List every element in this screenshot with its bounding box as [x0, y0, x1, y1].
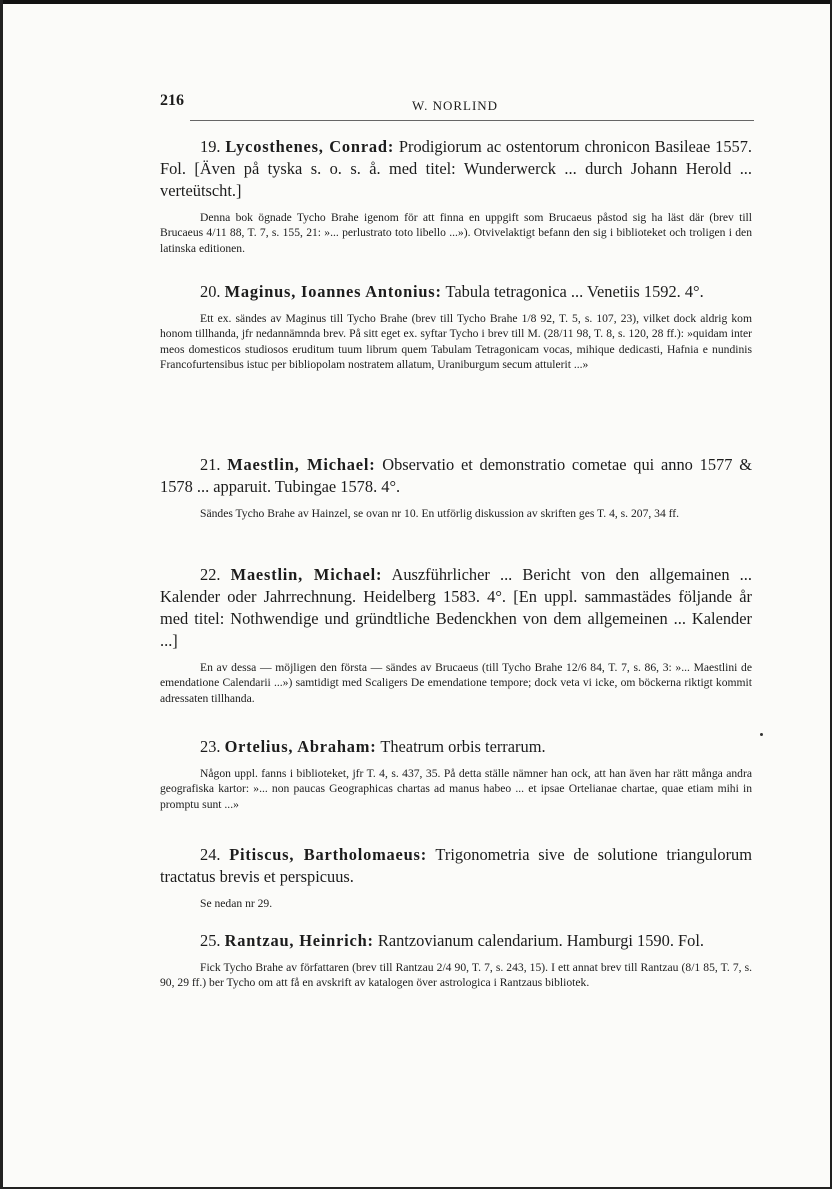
- entry-title: [160, 454, 752, 498]
- entry-author: Lycosthenes, Conrad:: [225, 137, 395, 156]
- entry-title: [160, 281, 752, 303]
- entry-title: [160, 844, 752, 888]
- entry-note: Ett ex. sändes av Maginus till Tycho Brahe (brev till Tycho Brahe 1/8 92, T. 5, s. 107, 23), vilket dock aldrig kom honom tillhanda, jfr nedannämnda brev. På sitt eget ex. syftar Tycho i brev till M. (28/11 98, T. 8, s. 120, 28 ff.): »quidam inter meos domesticos studiosos eruditum tuum librum quem Tabulam Tetragonicam vocas, mihique dedicasti, Hafnia e nundinis Francofurtensibus istuc per bibliopolam nostratem allatum, Uraniburgum secum attulerit ...»: [160, 312, 752, 372]
- page-header: [160, 92, 750, 118]
- bibliography-entry-25: [160, 930, 752, 991]
- entry-number: 20.: [200, 282, 221, 301]
- scan-border-top: [0, 0, 832, 4]
- bibliography-entry-24: [160, 844, 752, 911]
- entry-note: En av dessa — möjligen den första — sändes av Brucaeus (till Tycho Brahe 12/6 84, T. 7, s. 86, 3: »... Maestlini de emendatione Calendarii ...») samtidigt med Scaligers De emendatione tempore; dock veta vi icke, om böckerna riktigt kommit adressaten tillhanda.: [160, 661, 752, 705]
- bibliography-entry-21: [160, 454, 752, 521]
- entry-title: [160, 736, 752, 758]
- entry-title-text: Observatio et demonstratio cometae qui anno 1577 & 1578 ... apparuit. Tubingae 1578. 4°.: [160, 455, 752, 496]
- entry-author: Pitiscus, Bartholomaeus:: [229, 845, 427, 864]
- bibliography-entry-22: [160, 564, 752, 706]
- entry-title: [160, 930, 752, 952]
- page: [160, 92, 753, 990]
- entry-author: Maestlin, Michael:: [227, 455, 376, 474]
- entry-author: Maginus, Ioannes Antonius:: [224, 282, 442, 301]
- page-number: 216: [160, 92, 184, 109]
- entry-title-text: Rantzovianum calendarium. Hamburgi 1590. Fol.: [377, 931, 704, 950]
- entry-number: 21.: [200, 455, 221, 474]
- scan-speck: [760, 733, 763, 736]
- entry-title: [160, 564, 752, 652]
- entry-number: 25.: [200, 931, 221, 950]
- entry-author: Rantzau, Heinrich:: [224, 931, 374, 950]
- entry-author: Ortelius, Abraham:: [224, 737, 377, 756]
- scan-border-left: [0, 0, 3, 1189]
- bibliography-entry-23: [160, 736, 752, 812]
- entry-note: Sändes Tycho Brahe av Hainzel, se ovan nr 10. En utförlig diskussion av skriften ges T. 4, s. 207, 34 ff.: [200, 507, 680, 520]
- entry-note: Denna bok ögnade Tycho Brahe igenom för att finna en uppgift som Brucaeus påstod sig ha läst där (brev till Brucaeus 4/11 88, T. 7, s. 155, 21: »... perlustrato toto libello ...»). Otvivelaktigt befann den sig i biblioteket och troligen i den latinska editionen.: [160, 211, 752, 255]
- bibliography-entry-19: [160, 136, 752, 256]
- entry-title-text: Trigonometria sive de solutione triangulorum tractatus brevis et perspicuus.: [160, 845, 752, 886]
- entry-title-text: Theatrum orbis terrarum.: [380, 737, 546, 756]
- entry-number: 22.: [200, 565, 221, 584]
- entry-title-text: Prodigiorum ac ostentorum chronicon Basileae 1557. Fol. [Även på tyska s. o. s. å. med titel: Wunderwerck ... durch Johann Herold ... verteütscht.]: [160, 137, 753, 200]
- entry-author: Maestlin, Michael:: [230, 565, 383, 584]
- entry-note: Se nedan nr 29.: [200, 897, 273, 910]
- entry-number: 19.: [200, 137, 221, 156]
- entry-title-text: Auszführlicher ... Bericht von den allgemainen ... Kalender oder Jahrrechnung. Heidelberg 1583. 4°. [En uppl. sammastädes följande år med titel: Nothwendige und gründtliche Bedenckhen von dem allgemeinen ... Kalender ...]: [160, 565, 752, 650]
- bibliography-entry-20: [160, 281, 752, 373]
- entry-title: [160, 136, 752, 202]
- entry-number: 23.: [200, 737, 221, 756]
- header-rule: [190, 120, 754, 121]
- entry-note: Någon uppl. fanns i biblioteket, jfr T. 4, s. 437, 35. På detta ställe nämner han ock, att han även har rätt många andra geografiska kartor: »... non paucas Geographicas chartas ad manus habeo ... et ipsae Ortelianae chartae, quae etiam mihi in promptu sunt ...»: [160, 767, 752, 811]
- entry-number: 24.: [200, 845, 221, 864]
- running-head: W. NORLIND: [412, 98, 499, 113]
- entry-note: Fick Tycho Brahe av författaren (brev till Rantzau 2/4 90, T. 7, s. 243, 15). I ett annat brev till Rantzau (8/1 85, T. 7, s. 90, 29 ff.) ber Tycho om att få en avskrift av katalogen över astrologica i Rantzaus bibliotek.: [160, 961, 752, 990]
- entry-title-text: Tabula tetragonica ... Venetiis 1592. 4°.: [445, 282, 704, 301]
